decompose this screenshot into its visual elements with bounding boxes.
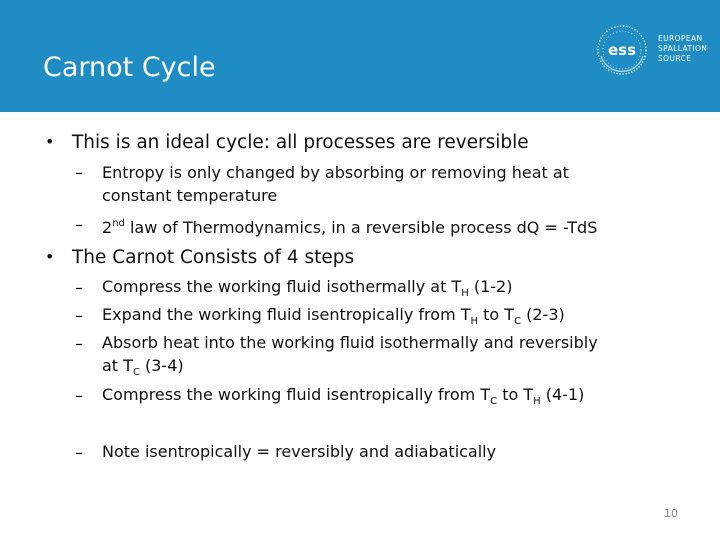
step-2-text-mid: to T [478,305,515,324]
step-3-text-pre: at T [102,356,133,375]
step-1-text-post: (1-2) [468,277,513,296]
bullet-1-sub-1-line-1: Entropy is only changed by absorbing or removing heat at [102,163,569,182]
bullet-1-sub-2 [102,213,597,239]
step-4-subscript-2: H [533,396,541,407]
dash-icon: – [75,386,83,405]
step-1-subscript: H [461,288,469,299]
bullet-1-text: This is an ideal cycle: all processes are reversible [72,132,529,153]
sub-2-text-pre: 2 [102,218,113,237]
dash-icon: – [75,278,83,297]
logo-line-1: EUROPEAN [658,34,703,43]
logo-line-2: SPALLATION [658,44,708,53]
step-3-text-post: (3-4) [139,356,184,375]
sub-2-text-post: law of Thermodynamics, in a reversible process dQ = -TdS [124,218,598,237]
dash-icon: – [75,334,83,353]
dash-icon: – [75,215,83,234]
step-3-subscript: C [132,367,140,378]
bullet-2-sub-4 [102,384,584,413]
step-2-subscript-1: H [470,316,479,327]
step-4-subscript-1: C [490,396,498,407]
slide-title: Carnot Cycle [43,52,216,83]
bullet-2-sub-5: Note isentropically = reversibly and adiabatically [102,442,497,461]
bullet-2-sub-3-line-2 [102,355,184,384]
bullet-2-sub-1 [102,276,512,305]
logo-line-3: SOURCE [658,54,692,63]
bullet-2-sub-2 [102,304,565,333]
ess-logo-mark-text: ess [607,41,637,59]
sub-2-superscript: nd [112,218,125,229]
step-4-text-post: (4-1) [540,385,585,404]
dash-icon: – [75,163,83,182]
dash-icon: – [75,306,83,325]
bullet-1-sub-1-line-2: constant temperature [102,186,278,205]
step-2-text-post: (2-3) [521,305,565,324]
page-number: 10 [664,507,678,520]
bullet-dot-icon: • [45,132,55,151]
dash-icon: – [75,443,83,462]
step-2-text-pre: Expand the working fluid isentropically from T [102,305,471,324]
step-1-text-pre: Compress the working fluid isothermally at T [102,277,462,296]
bullet-2-sub-3-line-1: Absorb heat into the working fluid isothermally and reversibly [102,333,598,352]
step-2-subscript-2: C [514,316,522,327]
bullet-dot-icon: • [45,247,55,266]
step-4-text-pre: Compress the working fluid isentropically from T [102,385,491,404]
bullet-2-text: The Carnot Consists of 4 steps [72,247,355,268]
step-4-text-mid: to T [497,385,534,404]
